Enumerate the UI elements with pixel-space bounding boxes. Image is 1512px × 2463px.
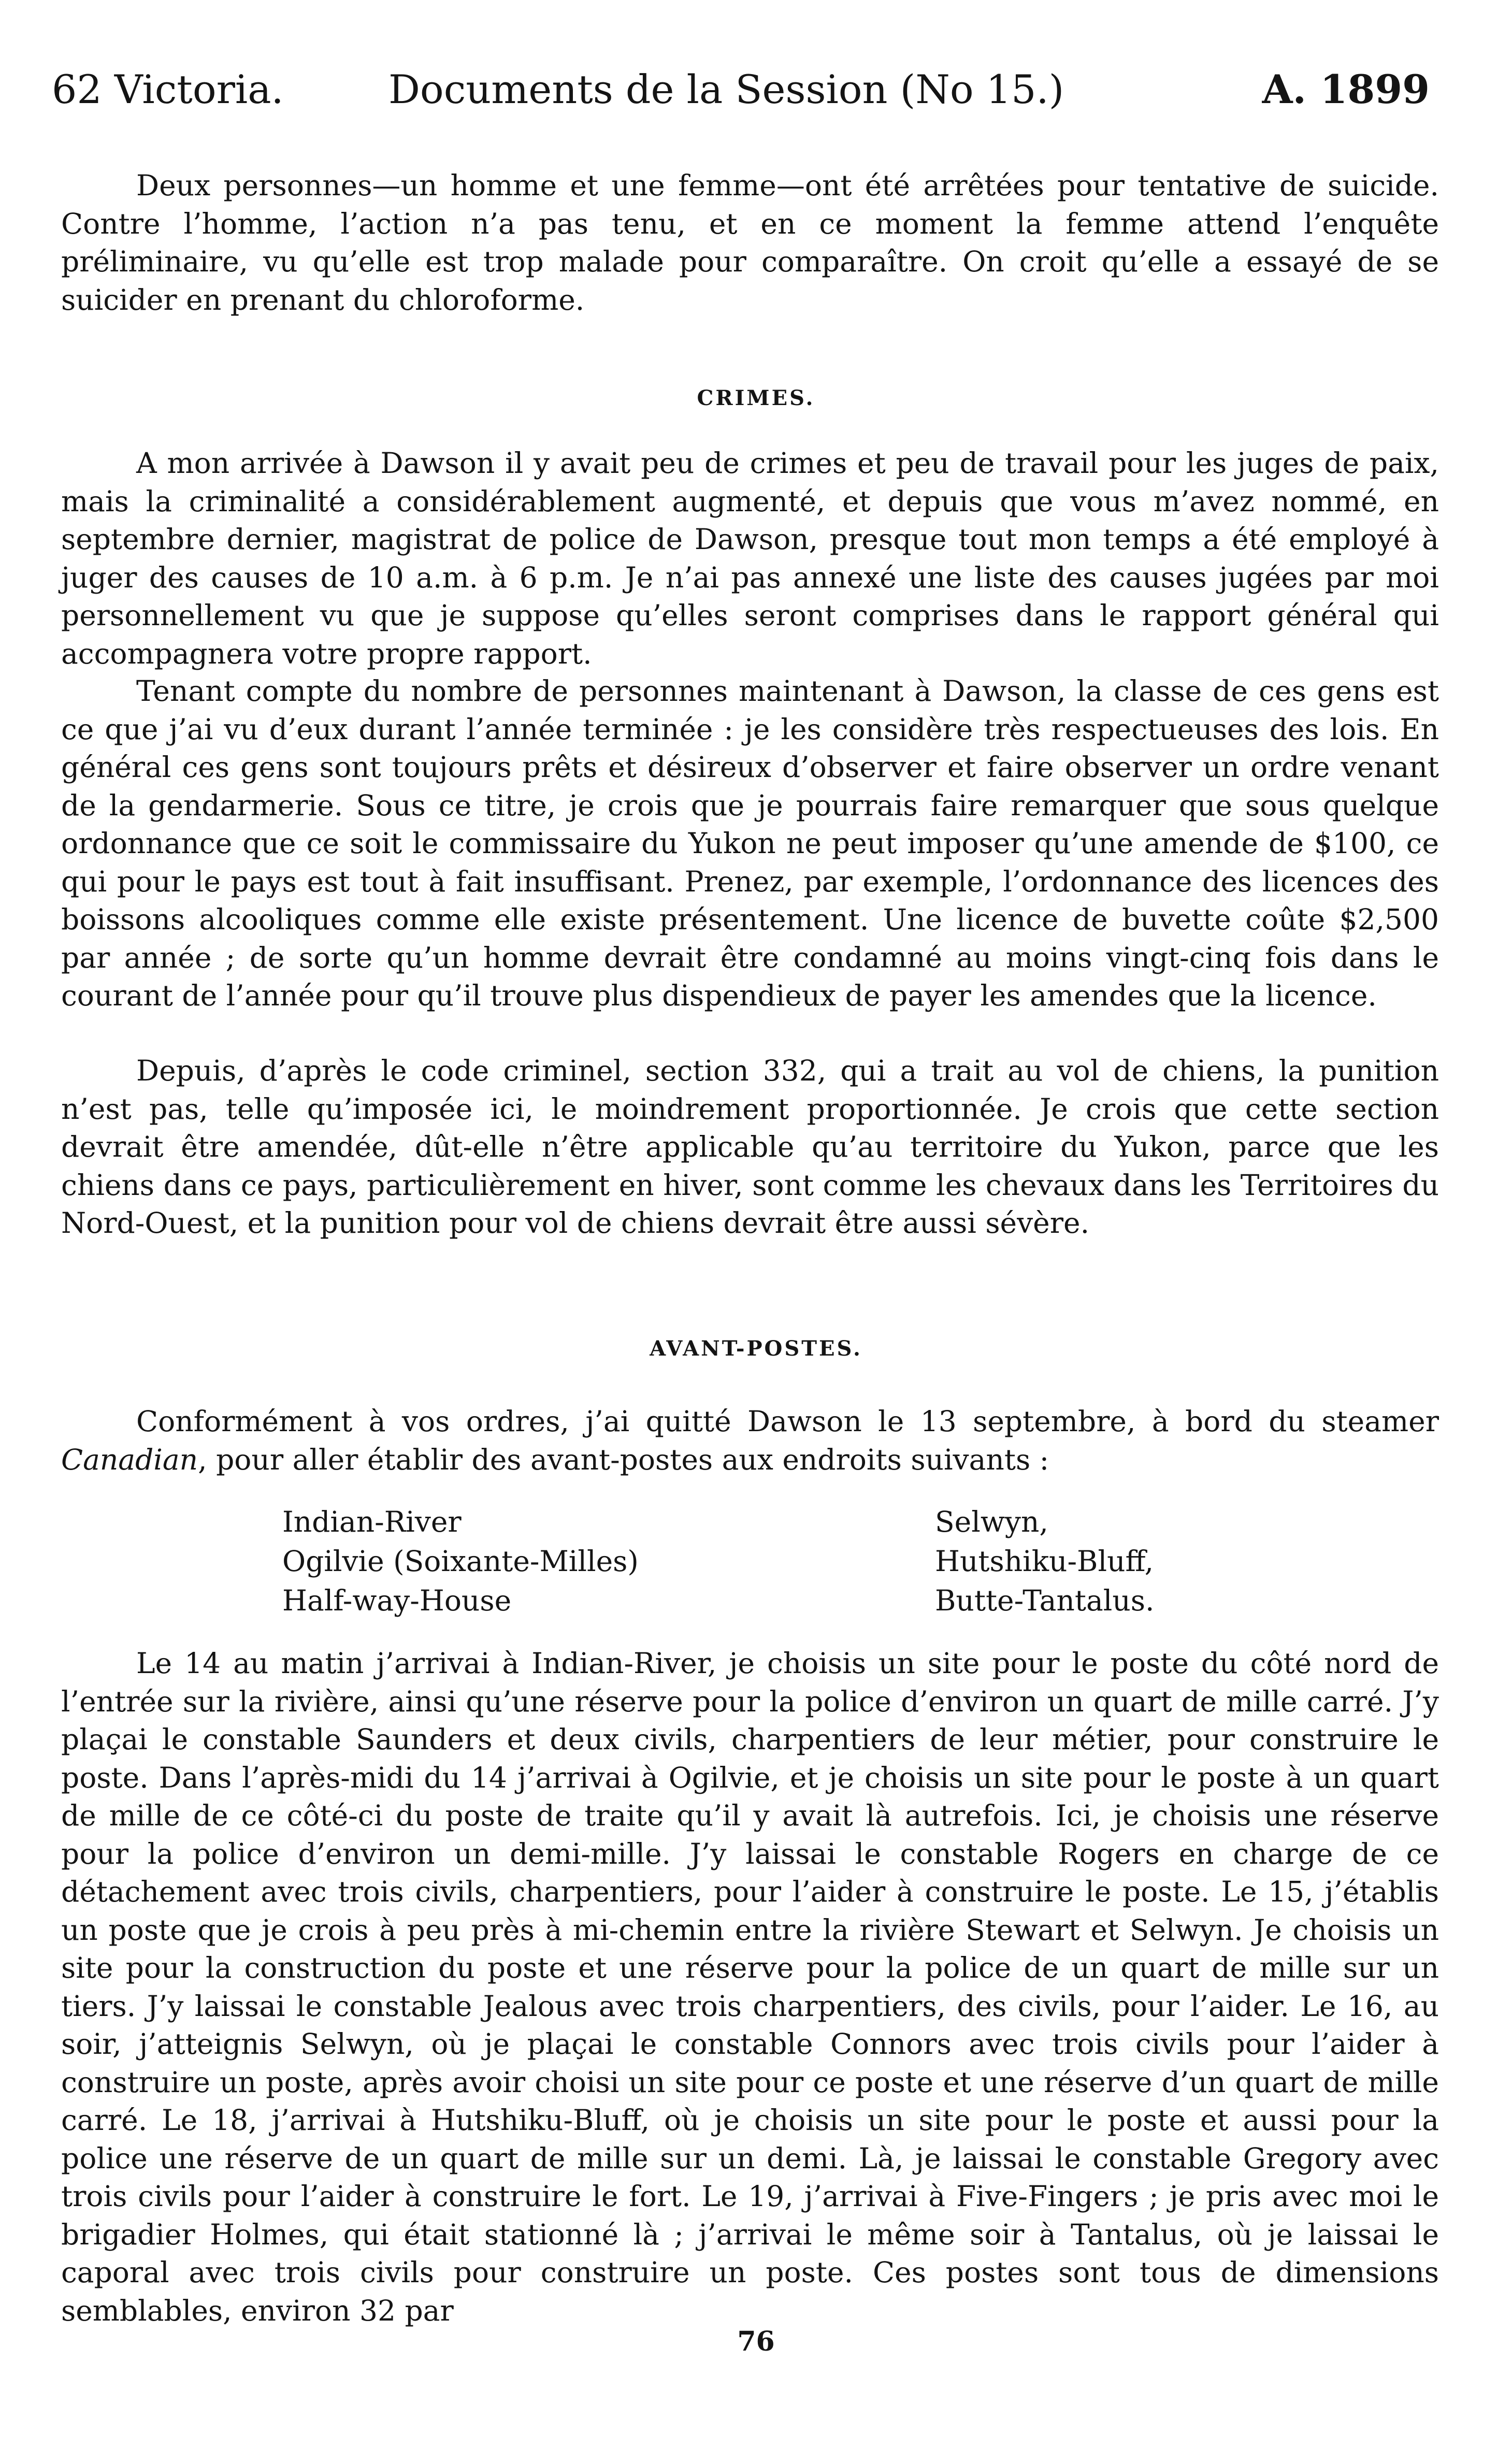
intro-paragraph: Deux personnes—un homme et une femme—ont été arrêtées pour tentative de suicide. Contre l’homme, l’action n’a pas tenu, et en ce moment la femme attend l’enquête préliminaire, vu qu’elle est trop malade pour comparaître. On croit qu’elle a essayé de se suicider en prenant du chloroforme. xyxy=(61,169,1439,316)
outpost-location: Indian-River xyxy=(282,1505,462,1538)
outposts-paragraph: Le 14 au matin j’arrivai à Indian-River, je choisis un site pour le poste du côté nord de l’entrée sur la rivière, ainsi qu’une réserve pour la police d’environ un quart de mille carré. J’y plaçai le constable Saunders et deux civils, charpentiers de leur métier, pour construire le poste. Dans l’après-midi du 14 j’arrivai à Ogilvie, et je choisis un site pour le poste à un quart de mille de ce côté-ci du poste de traite qu’il y avait là autrefois. Ici, je choisis une réserve pour la police d’environ un demi-mille. J’y laissai le constable Rogers en charge de ce détachement avec trois civils, charpentiers, pour l’aider à construire le poste. Le 15, j’établis un poste que je crois à peu près à mi-chemin entre la rivière Stewart et Selwyn. Je choisis un site pour la construction du poste et une réserve pour la police de un quart de mille sur un tiers. J’y laissai le constable Jealous avec trois charpentiers, des civils, pour l’aider. Le 16, au soir, j’atteignis Selwyn, où je plaçai le constable Connors avec trois civils pour l’aider à construire un poste, après avoir choisi un site pour ce poste et une réserve d’un quart de mille carré. Le 18, j’arrivai à Hutshiku-Bluff, où je choisis un site pour le poste et aussi pour la police une réserve de un quart de mille sur un demi. Là, je laissai le constable Gregory avec trois civils pour l’aider à construire le fort. Le 19, j’arrivai à Five-Fingers ; je pris avec moi le brigadier Holmes, qui était stationné là ; j’arrivai le même soir à Tantalus, où je laissai le caporal avec trois civils pour construire un poste. Ces postes sont tous de dimensions semblables, environ 32 par xyxy=(61,1647,1439,2327)
outposts-intro-text-end: , pour aller établir des avant-postes aux endroits suivants : xyxy=(198,1443,1049,1476)
header-year: A. 1899 xyxy=(1262,66,1430,112)
outpost-locations-left-column xyxy=(282,1502,639,1620)
section-title-crimes: CRIMES. xyxy=(697,386,815,410)
page-number: 76 xyxy=(737,2326,775,2357)
outpost-location: Selwyn, xyxy=(935,1505,1048,1538)
outpost-location: Butte-Tantalus. xyxy=(935,1584,1155,1617)
outposts-intro-paragraph xyxy=(61,1403,1439,1479)
crimes-paragraph-3: Depuis, d’après le code criminel, section 332, qui a trait au vol de chiens, la punition n’est pas, telle qu’imposée ici, le moindrement proportionnée. Je crois que cette section devrait être amendée, dût-elle n’être applicable qu’au territoire du Yukon, parce que les chiens dans ce pays, particulièrement en hiver, sont comme les chevaux dans les Territoires du Nord-Ouest, et la punition pour vol de chiens devrait être aussi sévère. xyxy=(61,1054,1439,1240)
outpost-location: Ogilvie (Soixante-Milles) xyxy=(282,1545,639,1578)
crimes-paragraph-1: A mon arrivée à Dawson il y avait peu de crimes et peu de travail pour les juges de paix, mais la criminalité a considérablement augmenté, et depuis que vous m’avez nommé, en septembre dernier, magistrat de police de Dawson, presque tout mon temps a été employé à juger des causes de 10 a.m. à 6 p.m. Je n’ai pas annexé une liste des causes jugées par moi personnellement vu que je suppose qu’elles seront comprises dans le rapport général qui accompagnera votre propre rapport. xyxy=(61,446,1439,670)
section-title-outposts: AVANT-POSTES. xyxy=(650,1336,862,1361)
crimes-paragraph-2: Tenant compte du nombre de personnes maintenant à Dawson, la classe de ces gens est ce que j’ai vu d’eux durant l’année terminée : je les considère très respectueuses des lois. En général ces gens sont toujours prêts et désireux d’observer et faire observer un ordre venant de la gendarmerie. Sous ce titre, je crois que je pourrais faire remarquer que sous quelque ordonnance que ce soit le commissaire du Yukon ne peut imposer qu’une amende de $100, ce qui pour le pays est tout à fait insuffisant. Prenez, par exemple, l’ordonnance des licences des boissons alcooliques comme elle existe présentement. Une licence de buvette coûte $2,500 par année ; de sorte qu’un homme devrait être condamné au moins vingt-cinq fois dans le courant de l’année pour qu’il trouve plus dispendieux de payer les amendes que la licence. xyxy=(61,674,1439,1012)
outpost-locations-right-column xyxy=(935,1502,1154,1620)
outposts-intro-text: Conformément à vos ordres, j’ai quitté Dawson le 13 septembre, à bord du steamer xyxy=(136,1405,1439,1438)
running-header xyxy=(52,56,1430,123)
steamer-name: Canadian xyxy=(61,1443,198,1476)
header-regnal-year: 62 Victoria. xyxy=(52,66,284,112)
outpost-location: Hutshiku-Bluff, xyxy=(935,1545,1154,1578)
outpost-location: Half-way-House xyxy=(282,1584,512,1617)
header-title: Documents de la Session (No 15.) xyxy=(388,66,1064,112)
